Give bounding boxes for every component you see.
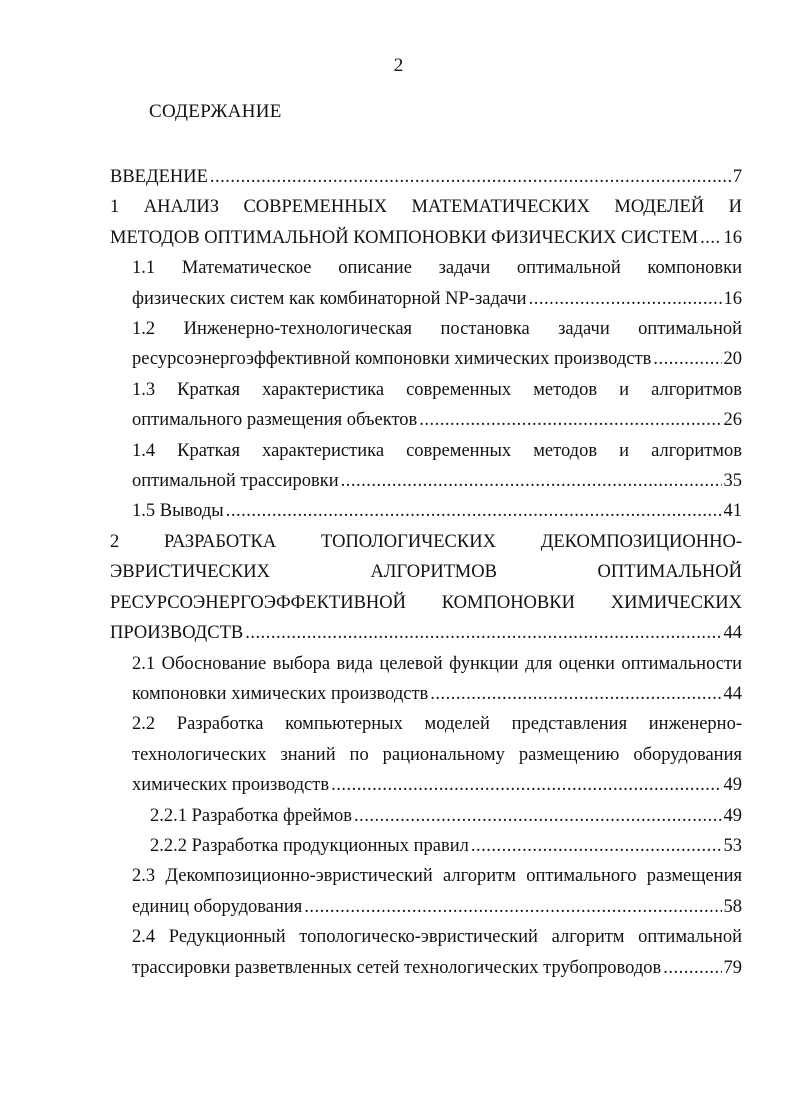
toc-entry-line: 1 АНАЛИЗ СОВРЕМЕННЫХ МАТЕМАТИЧЕСКИХ МОДЕЛЕЙ И [110, 197, 742, 218]
toc-entry-line: 2.4 Редукционный топологическо-эвристический алгоритм оптимальной [132, 927, 742, 948]
toc-entry [110, 162, 742, 192]
toc-leader-dots [226, 496, 722, 526]
toc-entry-last-line [110, 223, 742, 253]
toc-entry-line: 1.3 Краткая характеристика современных методов и алгоритмов [132, 379, 742, 400]
toc-leader-dots [700, 223, 721, 253]
toc-entry-last-line [132, 679, 742, 709]
toc-leader-dots [471, 831, 722, 861]
toc-page-number: 44 [723, 683, 742, 704]
toc-page-number: 16 [723, 288, 742, 309]
toc-entry-title: единиц оборудования [132, 896, 303, 917]
toc-page-number: 20 [723, 349, 742, 370]
toc-leader-dots [653, 344, 721, 374]
toc-page-number: 49 [723, 775, 742, 796]
toc-entry-last-line [132, 953, 742, 983]
toc-page-number: 44 [723, 623, 742, 644]
page-number: 2 [393, 55, 404, 76]
toc-entry-last-line [132, 892, 742, 922]
toc-entry-line: 1.4 Краткая характеристика современных методов и алгоритмов [132, 440, 742, 461]
toc-entry [110, 192, 742, 253]
toc-page-number: 79 [723, 957, 742, 978]
toc-entry-line: 2.2 Разработка компьютерных моделей представления инженерно- [132, 714, 742, 735]
toc-page-number: 35 [723, 471, 742, 492]
toc-page-number: 49 [723, 805, 742, 826]
toc-entry-last-line [132, 770, 742, 800]
toc-title: СОДЕРЖАНИЕ [149, 101, 282, 122]
table-of-contents [110, 162, 742, 983]
toc-entry [132, 709, 742, 800]
toc-leader-dots [663, 953, 721, 983]
toc-entry-line: 2.3 Декомпозиционно-эвристический алгоритм оптимального размещения [132, 866, 742, 887]
toc-entry [132, 649, 742, 710]
toc-entry-title: 2.2.1 Разработка фреймов [150, 805, 352, 826]
toc-entry-last-line [132, 496, 742, 526]
toc-leader-dots [304, 892, 721, 922]
toc-entry-last-line [132, 284, 742, 314]
toc-page-number: 16 [723, 227, 742, 248]
toc-entry-last-line [110, 618, 742, 648]
toc-page-number: 58 [723, 896, 742, 917]
toc-entry [132, 375, 742, 436]
toc-entry-line: ЭВРИСТИЧЕСКИХ АЛГОРИТМОВ ОПТИМАЛЬНОЙ [110, 562, 742, 583]
toc-entry-last-line [132, 405, 742, 435]
toc-leader-dots [430, 679, 721, 709]
toc-leader-dots [341, 466, 722, 496]
toc-leader-dots [331, 770, 721, 800]
toc-entry [110, 527, 742, 649]
toc-entry-line: 1.1 Математическое описание задачи оптимальной компоновки [132, 258, 742, 279]
toc-entry [132, 436, 742, 497]
toc-entry-title: ВВЕДЕНИЕ [110, 167, 208, 187]
toc-page-number: 41 [723, 501, 742, 522]
toc-entry-title: компоновки химических производств [132, 683, 429, 704]
toc-page-number: 53 [723, 835, 742, 856]
toc-entry-last-line [110, 162, 742, 192]
toc-entry-line: 1.2 Инженерно-технологическая постановка задачи оптимальной [132, 319, 742, 340]
toc-entry-last-line [132, 344, 742, 374]
toc-leader-dots [210, 162, 731, 192]
toc-entry-line: 2.1 Обоснование выбора вида целевой функции для оценки оптимальности [132, 653, 742, 674]
toc-entry-title: трассировки разветвленных сетей технологических трубопроводов [132, 957, 662, 978]
toc-entry [132, 861, 742, 922]
toc-leader-dots [419, 405, 721, 435]
toc-entry-title: 1.5 Выводы [132, 501, 224, 522]
toc-entry-title: оптимальной трассировки [132, 471, 339, 492]
toc-leader-dots [529, 284, 722, 314]
toc-entry-last-line [150, 831, 742, 861]
toc-leader-dots [354, 801, 722, 831]
toc-entry-line: технологических знаний по рациональному размещению оборудования [132, 744, 742, 765]
toc-entry-title: ресурсоэнергоэффективной компоновки химических производств [132, 349, 652, 370]
toc-entry [150, 831, 742, 861]
toc-page-number: 26 [723, 410, 742, 431]
toc-entry [132, 314, 742, 375]
toc-entry-title: химических производств [132, 775, 330, 796]
toc-entry [132, 922, 742, 983]
toc-entry [150, 801, 742, 831]
toc-entry-title: МЕТОДОВ ОПТИМАЛЬНОЙ КОМПОНОВКИ ФИЗИЧЕСКИХ СИСТЕМ [110, 227, 699, 248]
toc-entry-last-line [132, 466, 742, 496]
toc-entry-title: ПРОИЗВОДСТВ [110, 623, 244, 644]
toc-leader-dots [245, 618, 721, 648]
toc-entry-title: 2.2.2 Разработка продукционных правил [150, 835, 469, 856]
toc-entry [132, 496, 742, 526]
toc-entry-title: оптимального размещения объектов [132, 410, 418, 431]
toc-entry-line: РЕСУРСОЭНЕРГОЭФФЕКТИВНОЙ КОМПОНОВКИ ХИМИЧЕСКИХ [110, 592, 742, 613]
toc-entry-last-line [150, 801, 742, 831]
toc-entry-line: 2 РАЗРАБОТКА ТОПОЛОГИЧЕСКИХ ДЕКОМПОЗИЦИОННО- [110, 531, 742, 552]
toc-page-number: 7 [732, 167, 742, 187]
toc-entry-title: физических систем как комбинаторной NP-задачи [132, 288, 527, 309]
toc-entry [132, 253, 742, 314]
